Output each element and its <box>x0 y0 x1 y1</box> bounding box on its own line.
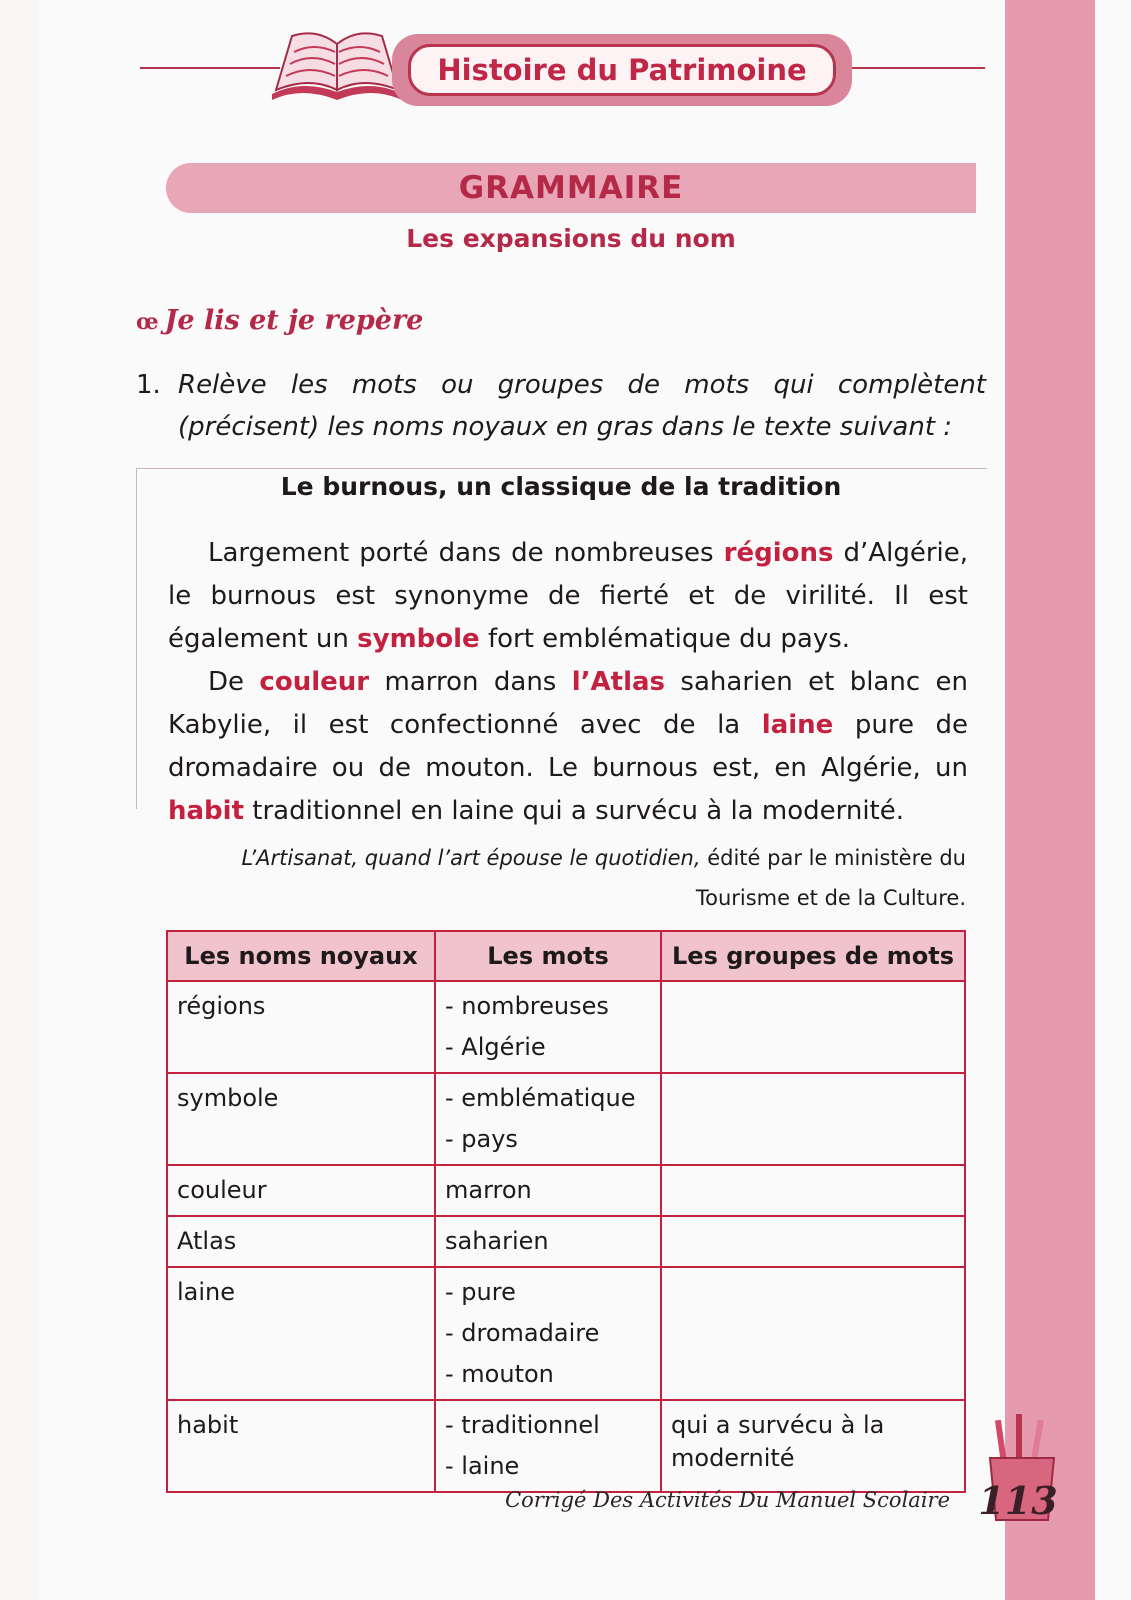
word-item: - mouton <box>445 1360 554 1388</box>
noun-cell: laine <box>167 1267 435 1400</box>
footer-text: Corrigé Des Activités Du Manuel Scolaire <box>505 1488 950 1512</box>
page-number: 113 <box>978 1478 1058 1523</box>
word-item: - nombreuses <box>445 992 609 1020</box>
noun-cell: habit <box>167 1400 435 1492</box>
noun-cell: Atlas <box>167 1216 435 1267</box>
text-run: marron dans <box>369 667 572 697</box>
word-item: - Algérie <box>445 1033 546 1061</box>
groups-cell <box>661 1165 965 1216</box>
noun-habit: habit <box>168 796 245 826</box>
column-header: Les mots <box>435 931 661 981</box>
word-item: - dromadaire <box>445 1319 600 1347</box>
text-run: Largement porté dans de nombreuses <box>208 538 724 568</box>
reading-paragraph-1 <box>168 532 968 661</box>
noun-cell: régions <box>167 981 435 1073</box>
lesson-subtitle: Les expansions du nom <box>406 224 736 253</box>
word-item: - traditionnel <box>445 1411 600 1439</box>
word-item: - laine <box>445 1452 520 1480</box>
text-run: pure de dromadaire ou de mouton. Le burnous est, en Algérie, un <box>168 710 968 783</box>
text-run: De <box>208 667 260 697</box>
words-cell <box>435 1267 661 1400</box>
noun-symbole: symbole <box>357 624 480 654</box>
word-item: - pays <box>445 1125 518 1153</box>
text-run: d’Algérie, le burnous est synonyme de fierté et de virilité. Il est également un <box>168 538 969 654</box>
words-cell <box>435 1216 661 1267</box>
groups-cell <box>661 981 965 1073</box>
section-heading <box>136 305 423 336</box>
table-row <box>167 1267 965 1400</box>
section-marker-icon: œ <box>136 309 159 335</box>
source-book-title: L’Artisanat, quand l’art épouse le quotidien, <box>241 846 701 870</box>
section-title: Je lis et je repère <box>164 305 424 336</box>
grammar-title: GRAMMAIRE <box>458 170 684 206</box>
column-header: Les noms noyaux <box>167 931 435 981</box>
words-cell <box>435 1400 661 1492</box>
noun-laine: laine <box>761 710 834 740</box>
instruction-text: Relève les mots ou groupes de mots qui complètent (précisent) les noms noyaux en gras dans le texte suivant : <box>178 370 986 442</box>
words-cell <box>435 981 661 1073</box>
table-row <box>167 1216 965 1267</box>
groups-cell <box>661 1216 965 1267</box>
header-title: Histoire du Patrimoine <box>408 44 836 96</box>
open-book-icon <box>262 24 412 106</box>
reading-paragraph-2 <box>168 661 968 833</box>
table-row <box>167 981 965 1073</box>
word-item: - emblématique <box>445 1084 636 1112</box>
source-publisher: édité par le ministère du Tourisme et de la Culture. <box>695 846 966 910</box>
table-row <box>167 1400 965 1492</box>
source-citation <box>166 838 966 918</box>
groups-cell <box>661 1267 965 1400</box>
text-run: fort emblématique du pays. <box>479 624 851 654</box>
word-item: saharien <box>445 1227 549 1255</box>
noun-cell: symbole <box>167 1073 435 1165</box>
side-color-band <box>1005 0 1095 1600</box>
text-run: traditionnel en laine qui a survécu à la modernité. <box>244 796 904 826</box>
words-cell <box>435 1165 661 1216</box>
groups-cell <box>661 1073 965 1165</box>
reading-title: Le burnous, un classique de la tradition <box>280 472 842 501</box>
reading-body <box>168 532 968 833</box>
noun-atlas: l’Atlas <box>571 667 666 697</box>
word-item: - pure <box>445 1278 516 1306</box>
groups-cell: qui a survécu à la modernité <box>661 1400 965 1492</box>
noun-cell: couleur <box>167 1165 435 1216</box>
column-header: Les groupes de mots <box>661 931 965 981</box>
instruction <box>136 364 986 448</box>
text-run: saharien et blanc en Kabylie, il est confectionné avec de la <box>168 667 968 740</box>
noun-couleur: couleur <box>259 667 370 697</box>
noun-regions: régions <box>723 538 834 568</box>
instruction-number: 1. <box>136 370 161 400</box>
word-item: marron <box>445 1176 532 1204</box>
table-row <box>167 1073 965 1165</box>
table-row <box>167 1165 965 1216</box>
header-rule-left <box>140 67 280 69</box>
header-rule-right <box>850 67 985 69</box>
table-header-row <box>167 931 965 981</box>
words-cell <box>435 1073 661 1165</box>
answer-table <box>166 930 966 1493</box>
